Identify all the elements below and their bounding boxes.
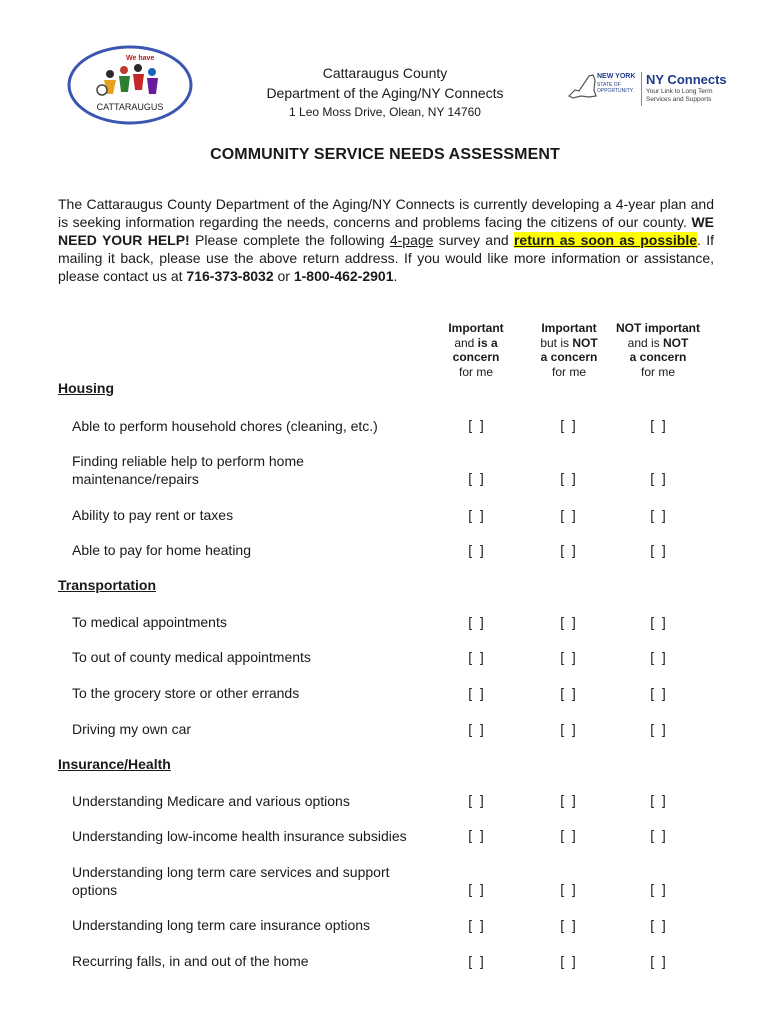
item-out-of-county-medical: To out of county medical appointments [72,649,311,665]
checkbox-not-important[interactable]: [ ] [650,953,666,969]
ny-state-sub: STATE OF OPPORTUNITY. [597,82,634,94]
address: 1 Leo Moss Drive, Olean, NY 14760 [289,105,481,119]
checkbox-important-concern[interactable]: [ ] [468,792,484,808]
section-insurance-health: Insurance/Health [58,756,171,772]
checkbox-important-not-concern[interactable]: [ ] [560,614,576,630]
item-home-heating: Able to pay for home heating [72,542,252,558]
column-header-important-not-concern: Important but is NOT a concern for me [540,321,598,379]
checkbox-important-concern[interactable]: [ ] [468,417,484,433]
checkbox-important-not-concern[interactable]: [ ] [560,827,576,843]
item-long-term-care-insurance: Understanding long term care insurance options [72,917,371,933]
checkbox-important-not-concern[interactable]: [ ] [560,507,576,523]
checkbox-not-important[interactable]: [ ] [650,417,666,433]
ny-connects-sub: Your Link to Long Term Services and Supports [646,88,713,103]
checkbox-not-important[interactable]: [ ] [650,614,666,630]
page-title: COMMUNITY SERVICE NEEDS ASSESSMENT [210,146,560,163]
checkbox-important-concern[interactable]: [ ] [468,649,484,665]
svg-text:CATTARAUGUS: CATTARAUGUS [96,102,164,112]
checkbox-not-important[interactable]: [ ] [650,917,666,933]
phone-number-2: 1-800-462-2901 [293,268,394,284]
ny-connects-logo [565,64,725,116]
ny-state-map-icon [565,70,599,104]
ny-state-label: NEW YORK [597,73,636,80]
return-highlight: return as soon as possible [513,232,698,248]
checkbox-important-concern[interactable]: [ ] [468,685,484,701]
checkbox-important-not-concern[interactable]: [ ] [560,721,576,737]
section-housing: Housing [58,380,114,396]
checkbox-not-important[interactable]: [ ] [650,792,666,808]
checkbox-not-important[interactable]: [ ] [650,721,666,737]
checkbox-important-not-concern[interactable]: [ ] [560,470,576,486]
item-pay-rent-taxes: Ability to pay rent or taxes [72,507,234,523]
section-transportation: Transportation [58,577,157,593]
checkbox-not-important[interactable]: [ ] [650,827,666,843]
item-medicare-options: Understanding Medicare and various options [72,793,350,809]
checkbox-important-not-concern[interactable]: [ ] [560,953,576,969]
svg-text:We have: We have [126,55,155,62]
checkbox-important-not-concern[interactable]: [ ] [560,417,576,433]
checkbox-not-important[interactable]: [ ] [650,507,666,523]
checkbox-important-not-concern[interactable]: [ ] [560,917,576,933]
logo-divider [641,72,642,106]
item-driving-own-car: Driving my own car [72,721,192,737]
header-address-block [215,64,555,121]
checkbox-important-not-concern[interactable]: [ ] [560,542,576,558]
checkbox-important-not-concern[interactable]: [ ] [560,685,576,701]
checkbox-important-not-concern[interactable]: [ ] [560,881,576,897]
checkbox-not-important[interactable]: [ ] [650,881,666,897]
item-long-term-care-services: Understanding long term care services and support options [72,864,390,898]
checkbox-important-concern[interactable]: [ ] [468,542,484,558]
item-home-maintenance: Finding reliable help to perform home maintenance/repairs [72,453,304,487]
checkbox-important-concern[interactable]: [ ] [468,827,484,843]
checkbox-not-important[interactable]: [ ] [650,542,666,558]
column-header-not-important: NOT important and is NOT a concern for me [616,321,700,379]
checkbox-important-concern[interactable]: [ ] [468,881,484,897]
item-household-chores: Able to perform household chores (cleaning, etc.) [72,418,378,434]
checkbox-important-concern[interactable]: [ ] [468,507,484,523]
cattaraugus-logo [66,44,194,126]
checkbox-not-important[interactable]: [ ] [650,649,666,665]
checkbox-important-concern[interactable]: [ ] [468,953,484,969]
county-name: Cattaraugus County [322,65,448,81]
checkbox-important-concern[interactable]: [ ] [468,470,484,486]
checkbox-important-not-concern[interactable]: [ ] [560,792,576,808]
intro-paragraph: The Cattaraugus County Department of the Aging/NY Connects is currently developing a 4-year plan and is seeking information regarding the needs, concerns and problems facing the citizens of our county. WE NEED YOUR HELP! Please complete the following 4-page survey and return as soon as possible. If mailing it back, please use the above return address. If you would like more information or assistance, please contact us at 716-373-8032 or 1-800-462-2901. [58,196,715,284]
checkbox-not-important[interactable]: [ ] [650,685,666,701]
item-low-income-subsidies: Understanding low-income health insurance subsidies [72,828,407,844]
item-grocery-errands: To the grocery store or other errands [72,685,300,701]
column-header-important-concern: Important and is a concern for me [448,321,504,379]
checkbox-important-concern[interactable]: [ ] [468,917,484,933]
checkbox-important-not-concern[interactable]: [ ] [560,649,576,665]
checkbox-important-concern[interactable]: [ ] [468,614,484,630]
checkbox-not-important[interactable]: [ ] [650,470,666,486]
checkbox-important-concern[interactable]: [ ] [468,721,484,737]
item-medical-appointments: To medical appointments [72,614,227,630]
phone-number-1: 716-373-8032 [186,268,274,284]
ny-connects-title: NY Connects [646,72,727,87]
department-name: Department of the Aging/NY Connects [266,85,504,101]
item-recurring-falls: Recurring falls, in and out of the home [72,953,309,969]
